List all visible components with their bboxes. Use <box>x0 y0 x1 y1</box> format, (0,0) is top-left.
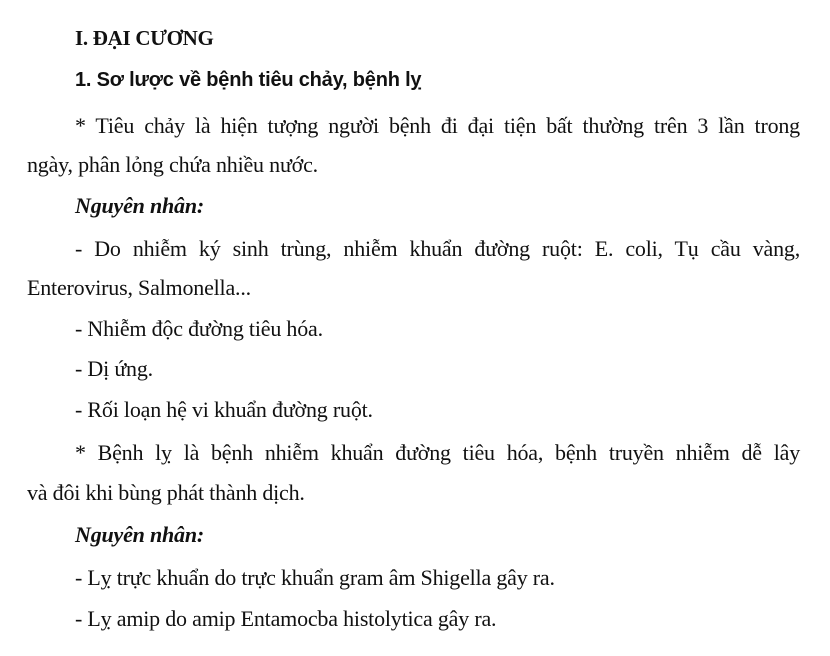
subsection-title: 1. Sơ lược về bệnh tiêu chảy, bệnh lỵ <box>75 69 422 91</box>
diarrhea-cause-1-line-1: - Do nhiễm ký sinh trùng, nhiễm khuẩn đường ruột: E. coli, Tụ cầu vàng, <box>75 236 800 261</box>
diarrhea-cause-2: - Nhiễm độc đường tiêu hóa. <box>75 316 323 341</box>
diarrhea-cause-3: - Dị ứng. <box>75 356 153 381</box>
diarrhea-definition-line-2: ngày, phân lỏng chứa nhiều nước. <box>27 152 318 177</box>
dysentery-cause-1: - Lỵ trực khuẩn do trực khuẩn gram âm Shigella gây ra. <box>75 565 555 590</box>
dysentery-cause-heading: Nguyên nhân: <box>75 522 205 547</box>
diarrhea-cause-1-line-2: Enterovirus, Salmonella... <box>27 275 251 300</box>
diarrhea-definition-line-1: * Tiêu chảy là hiện tượng người bệnh đi đại tiện bất thường trên 3 lần trong <box>75 113 800 138</box>
dysentery-cause-2: - Lỵ amip do amip Entamocba histolytica gây ra. <box>75 606 497 631</box>
dysentery-definition-line-1: * Bệnh lỵ là bệnh nhiễm khuẩn đường tiêu hóa, bệnh truyền nhiễm dễ lây <box>75 440 800 465</box>
section-title: I. ĐẠI CƯƠNG <box>75 26 214 50</box>
diarrhea-cause-heading: Nguyên nhân: <box>75 193 205 218</box>
dysentery-definition-line-2: và đôi khi bùng phát thành dịch. <box>27 480 305 505</box>
diarrhea-cause-4: - Rối loạn hệ vi khuẩn đường ruột. <box>75 397 373 422</box>
